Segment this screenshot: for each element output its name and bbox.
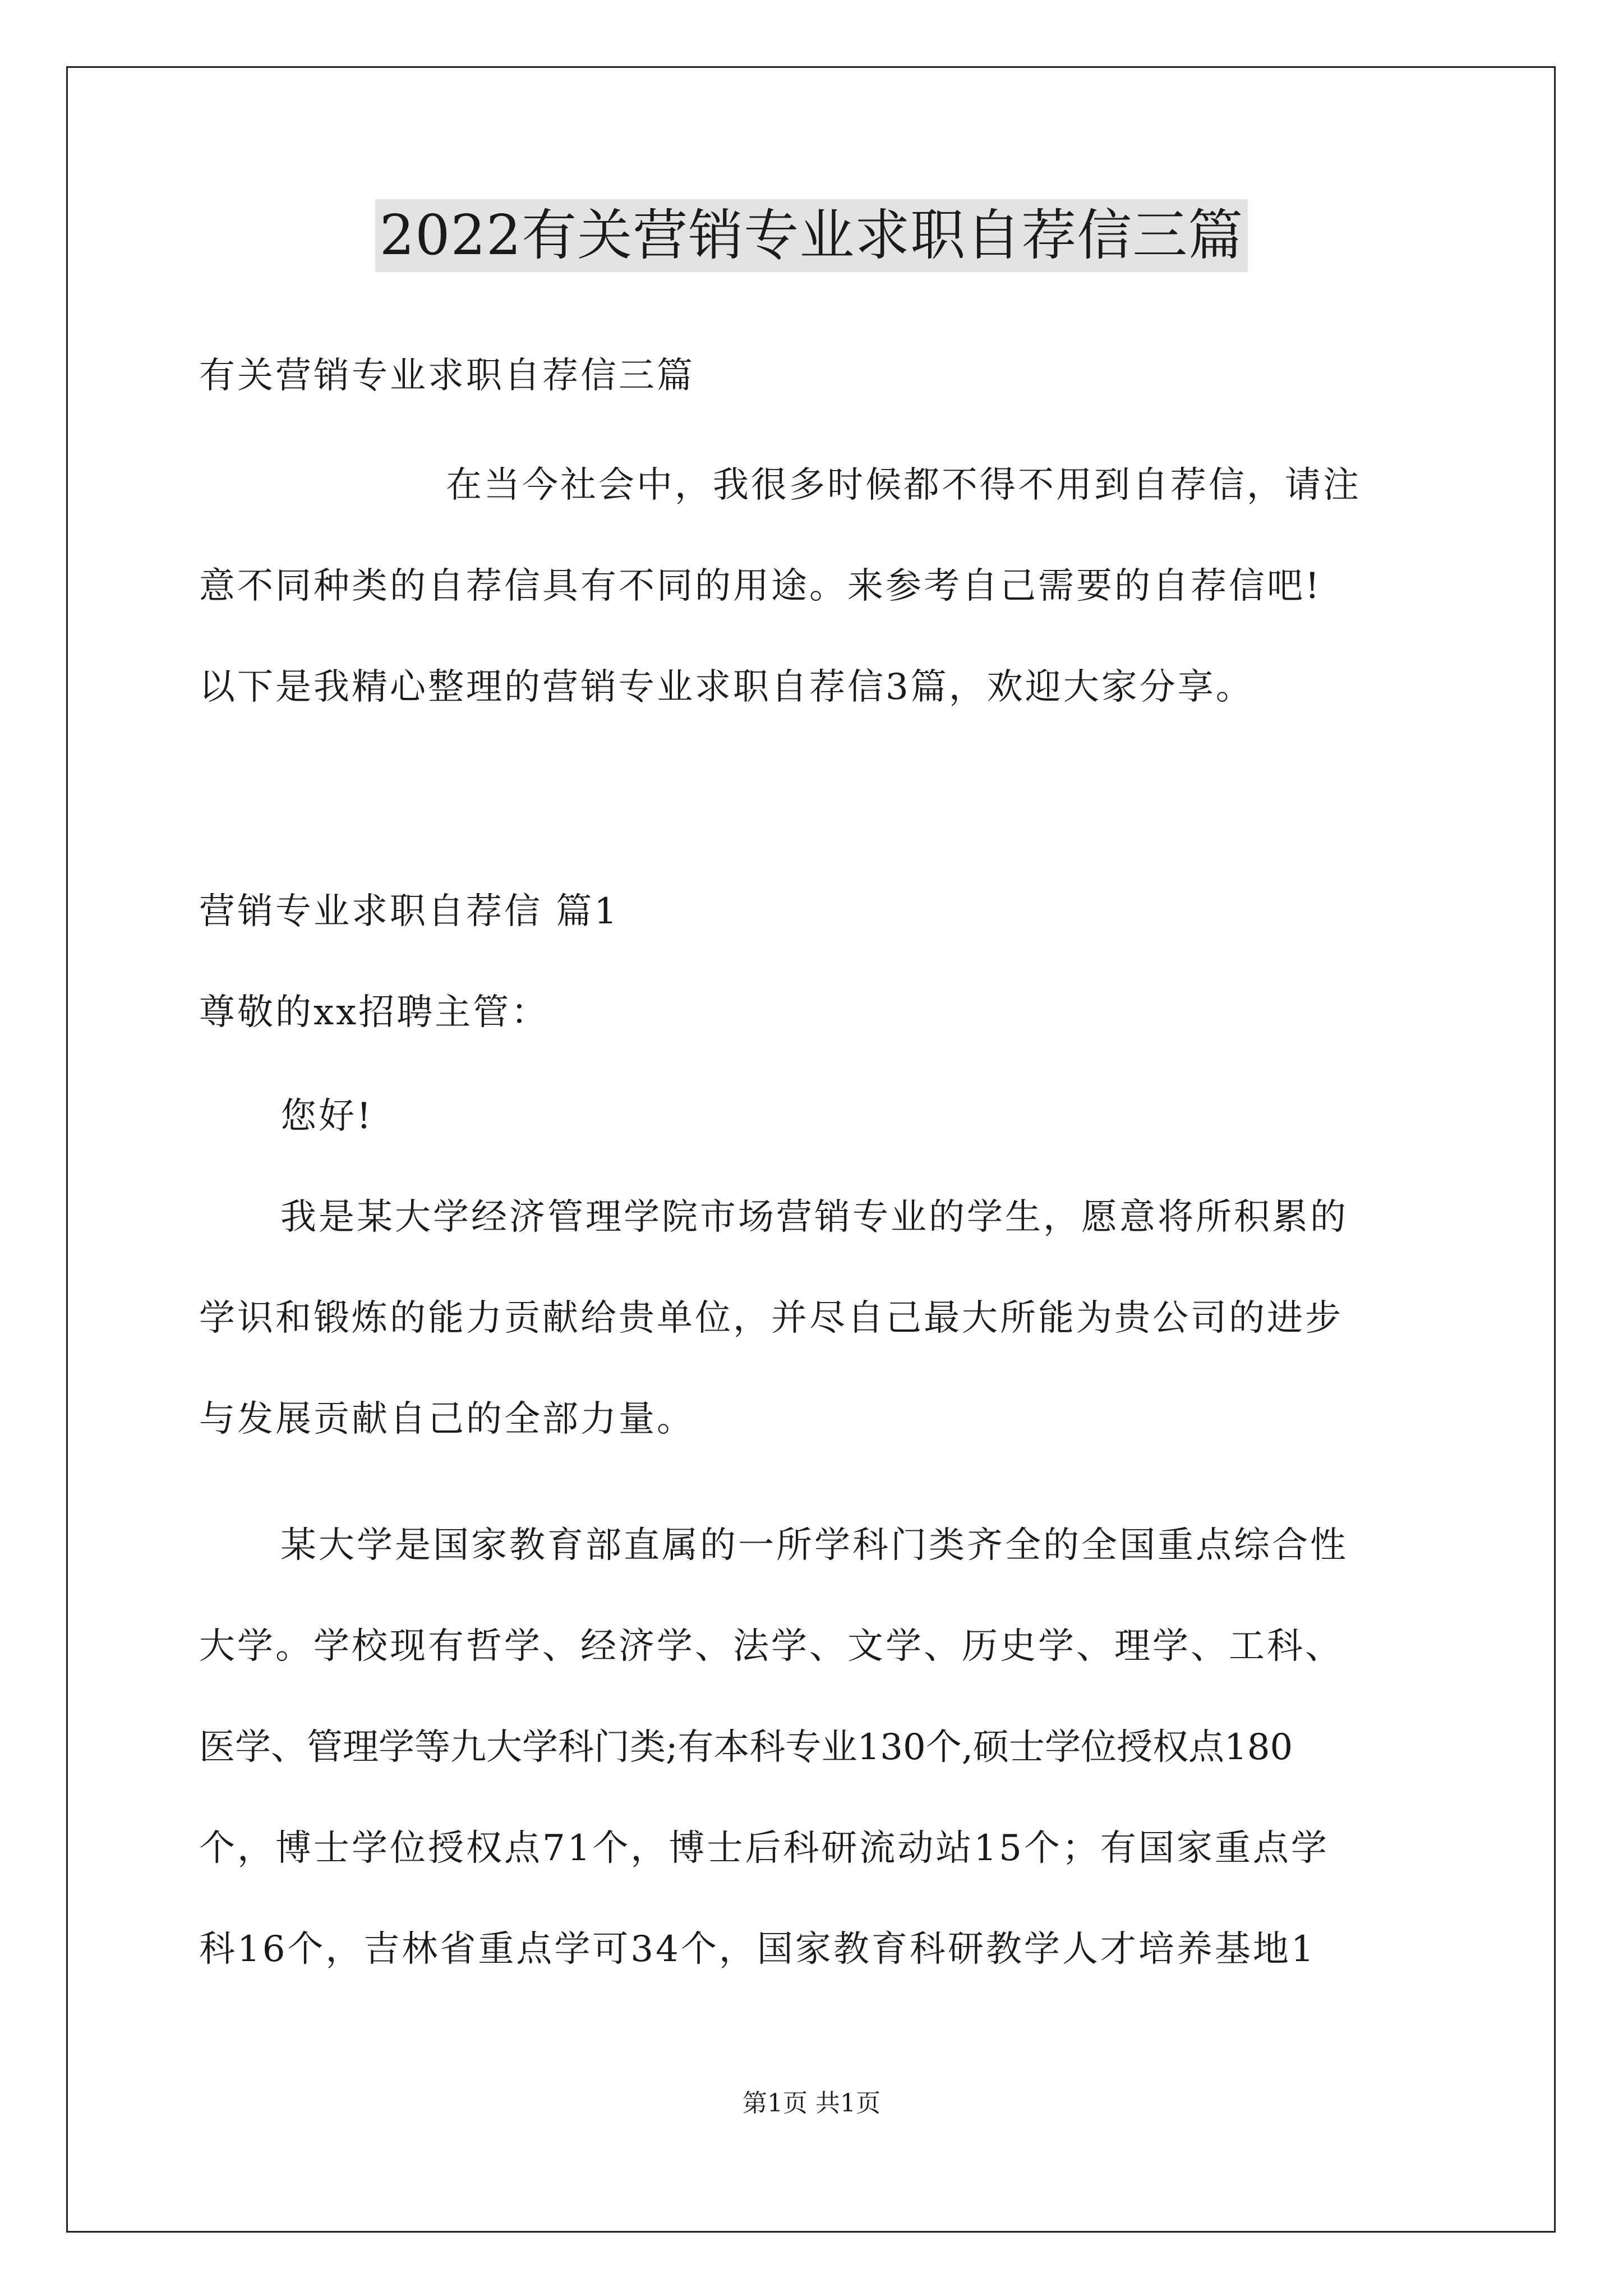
paragraph2-line-2: 大学。学校现有哲学、经济学、法学、文学、历史学、理学、工科、 bbox=[199, 1626, 1343, 1667]
paragraph1-line-3: 与发展贡献自己的全部力量。 bbox=[199, 1398, 695, 1440]
paragraph2-line-5: 科16个，吉林省重点学可34个，国家教育科研教学人才培养基地1 bbox=[199, 1929, 1316, 1970]
greeting: 您好! bbox=[280, 1096, 374, 1137]
title-container bbox=[0, 199, 1623, 272]
section-heading: 营销专业求职自荐信 篇1 bbox=[199, 891, 620, 932]
page-footer: 第1页 共1页 bbox=[743, 2089, 880, 2118]
paragraph2-line-1: 某大学是国家教育部直属的一所学科门类齐全的全国重点综合性 bbox=[280, 1525, 1348, 1566]
paragraph2-line-4: 个，博士学位授权点71个，博士后科研流动站15个；有国家重点学 bbox=[199, 1828, 1329, 1869]
paragraph2-line-3: 医学、管理学等九大学科门类;有本科专业130个,硕士学位授权点180 bbox=[199, 1727, 1293, 1768]
document-title: 2022有关营销专业求职自荐信三篇 bbox=[375, 199, 1248, 272]
paragraph1-line-2: 学识和锻炼的能力贡献给贵单位，并尽自己最大所能为贵公司的进步 bbox=[199, 1297, 1343, 1339]
intro-line-2: 意不同种类的自荐信具有不同的用途。来参考自己需要的自荐信吧! bbox=[199, 565, 1322, 607]
intro-line-1: 在当今社会中，我很多时候都不得不用到自荐信，请注 bbox=[446, 464, 1361, 506]
intro-line-3: 以下是我精心整理的营销专业求职自荐信3篇，欢迎大家分享。 bbox=[199, 666, 1254, 708]
paragraph1-line-1: 我是某大学经济管理学院市场营销专业的学生，愿意将所积累的 bbox=[280, 1197, 1348, 1238]
salutation: 尊敬的xx招聘主管： bbox=[199, 992, 550, 1033]
document-subtitle: 有关营销专业求职自荐信三篇 bbox=[199, 355, 695, 397]
